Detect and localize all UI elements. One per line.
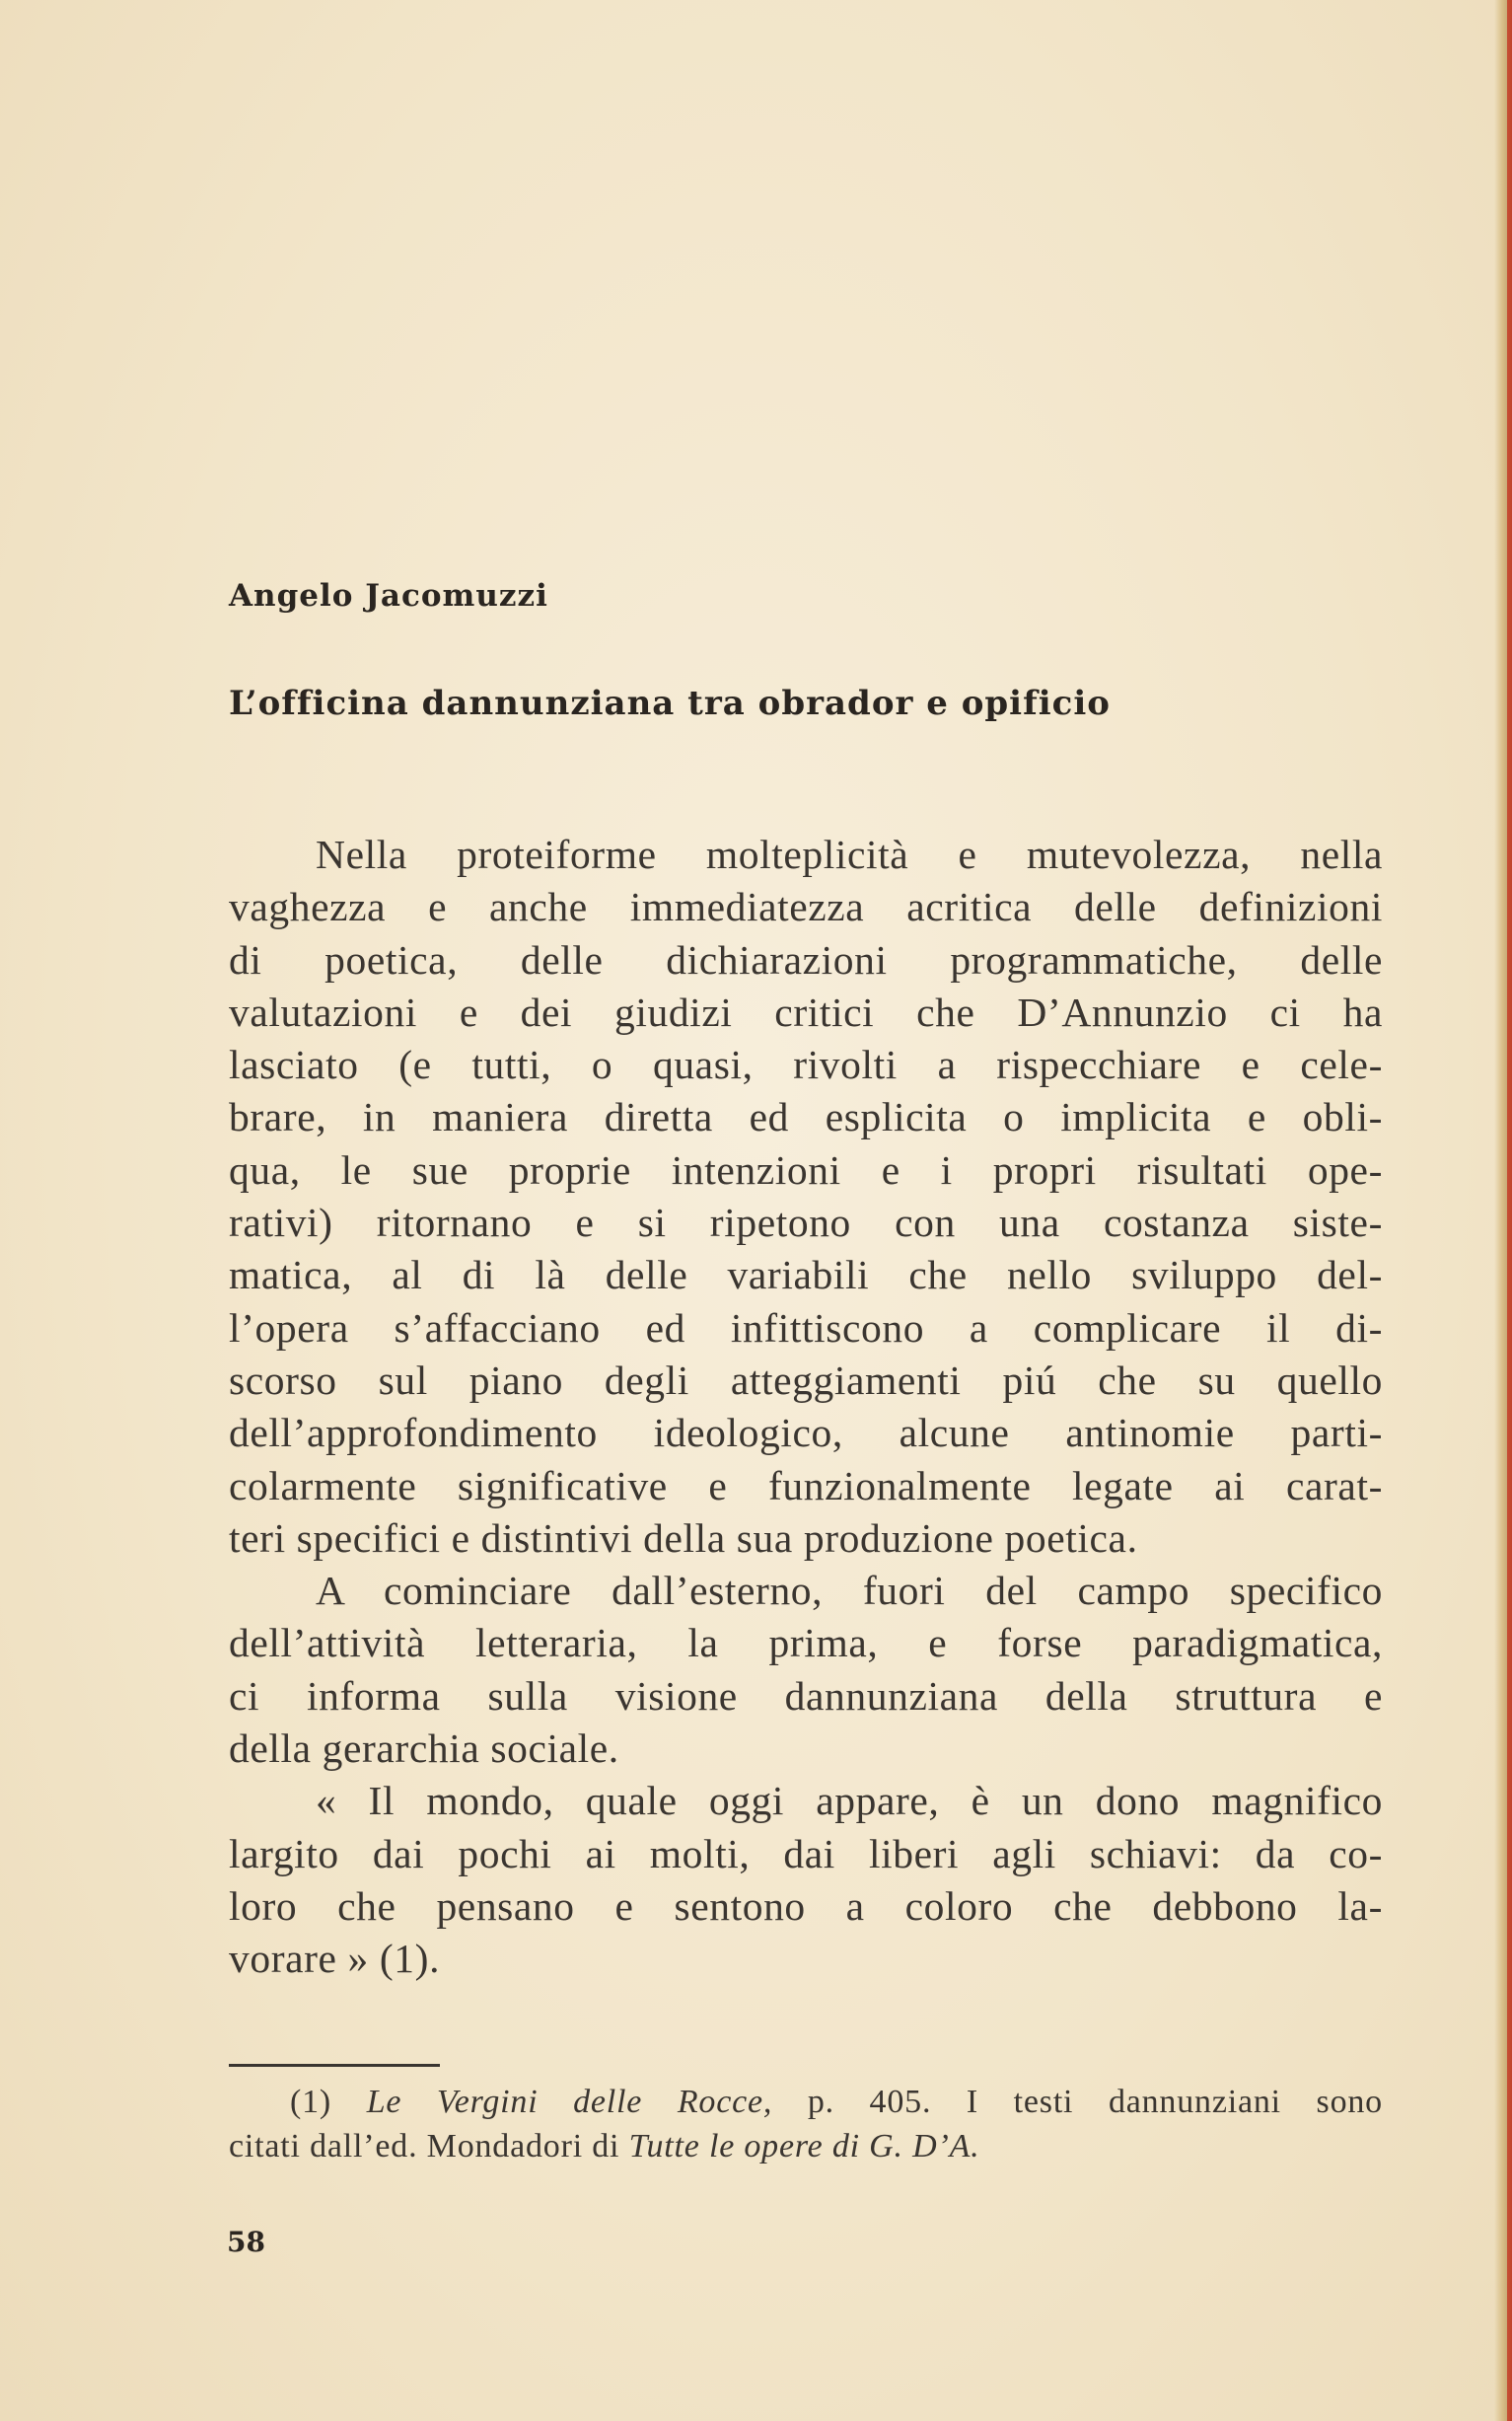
article-title: L’officina dannunziana tra obrador e opificio [229, 684, 1111, 723]
text-line: lasciato (e tutti, o quasi, rivolti a rispecchiare e cele- [229, 1042, 1383, 1088]
text-line: brare, in maniera diretta ed esplicita o implicita e obli- [229, 1094, 1383, 1140]
footnote-collection-title: Tutte le opere di G. D’A. [628, 2128, 980, 2164]
text-line: di poetica, delle dichiarazioni programmatiche, delle [229, 936, 1383, 983]
text-line: l’opera s’affacciano ed infittiscono a complicare il di- [229, 1304, 1383, 1351]
text-line: della gerarchia sociale. [229, 1725, 619, 1772]
footnote-marker: (1) [290, 2084, 332, 2120]
footnote-line [229, 2080, 1383, 2124]
text-line: vaghezza e anche immediatezza acritica delle definizioni [229, 884, 1383, 930]
footnote-work-title: Le Vergini delle Rocce, [366, 2084, 773, 2120]
footnote-divider [229, 2064, 440, 2067]
text-line: qua, le sue proprie intenzioni e i propri risultati ope- [229, 1146, 1383, 1193]
text-line: matica, al di là delle variabili che nello sviluppo del- [229, 1252, 1383, 1298]
page-number: 58 [227, 2226, 265, 2258]
text-line: A cominciare dall’esterno, fuori del campo specifico [316, 1568, 1383, 1614]
footnote-text: p. 405. I testi dannunziani sono [807, 2084, 1383, 2120]
text-line: dell’approfondimento ideologico, alcune antinomie parti- [229, 1410, 1383, 1456]
footnote-text: citati dall’ed. Mondadori di [229, 2128, 620, 2164]
text-line: Nella proteiforme molteplicità e mutevolezza, nella [316, 832, 1383, 877]
footnote-line [229, 2124, 1383, 2168]
footnote [229, 2080, 1383, 2168]
text-line: « Il mondo, quale oggi appare, è un dono magnifico [316, 1778, 1383, 1824]
text-line: largito dai pochi ai molti, dai liberi agli schiavi: da co- [229, 1830, 1383, 1876]
author-name: Angelo Jacomuzzi [229, 578, 548, 614]
text-line: ci informa sulla visione dannunziana della struttura e [229, 1672, 1383, 1719]
body-text [229, 829, 1383, 1986]
text-line: colarmente significative e funzionalmente legate ai carat- [229, 1462, 1383, 1508]
text-line: scorso sul piano degli atteggiamenti piú che su quello [229, 1357, 1383, 1403]
text-line: loro che pensano e sentono a coloro che debbono la- [229, 1882, 1383, 1929]
text-line: rativi) ritornano e si ripetono con una costanza siste- [229, 1200, 1383, 1246]
text-line: valutazioni e dei giudizi critici che D’Annunzio ci ha [229, 989, 1383, 1035]
text-line: dell’attività letteraria, la prima, e forse paradigmatica, [229, 1620, 1383, 1666]
text-line: teri specifici e distintivi della sua produzione poetica. [229, 1514, 1138, 1561]
text-line: vorare » (1). [229, 1936, 441, 1982]
page-edge [1494, 0, 1512, 2421]
